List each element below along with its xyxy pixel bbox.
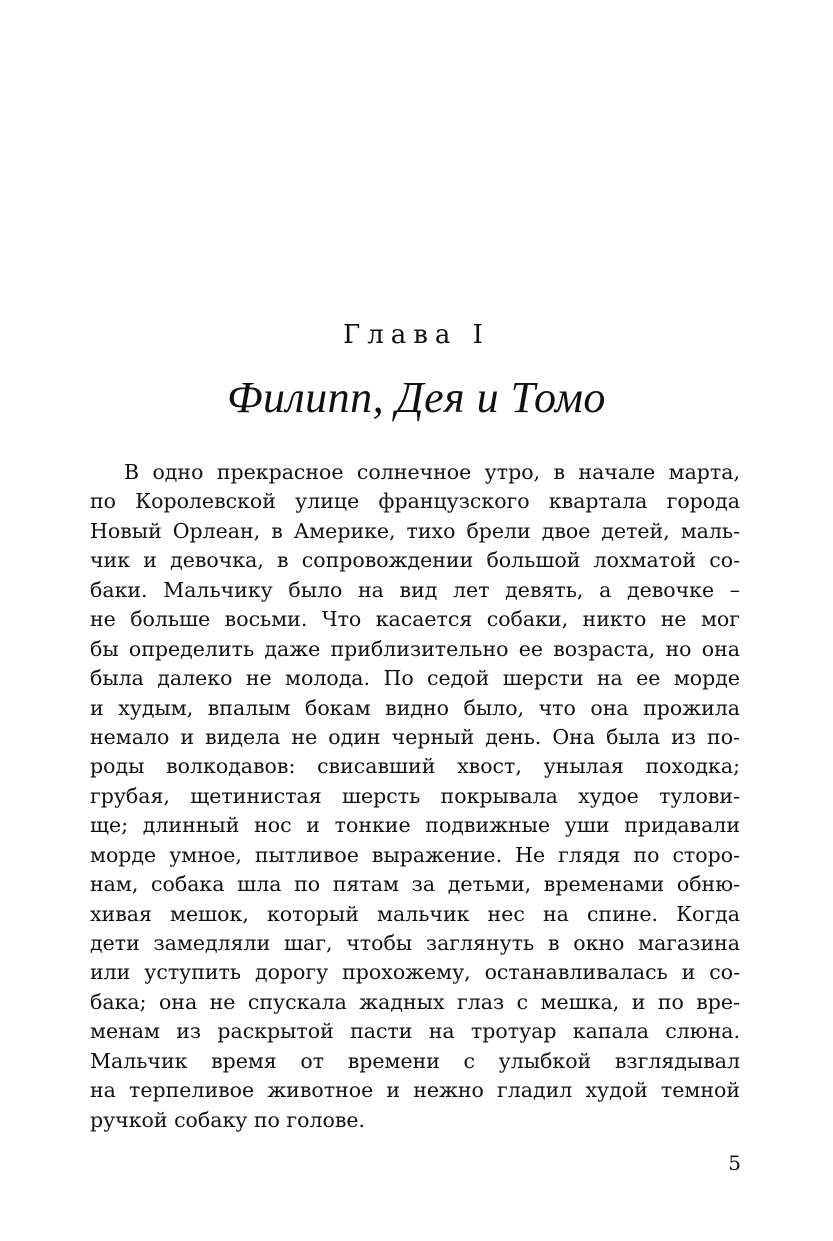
text-line: В одно прекрасное солнечное утро, в начале марта, <box>124 460 740 484</box>
text-line: или уступить дорогу прохожему, останавливалась и со- <box>90 960 740 985</box>
text-line: Новый Орлеан, в Америке, тихо брели двое детей, маль- <box>90 518 740 543</box>
text-line: роды волкодавов: свисавший хвост, унылая походка; <box>90 754 740 779</box>
text-line: Мальчик время от времени с улыбкой взглядывал <box>90 1048 740 1073</box>
text-line: бака; она не спускала жадных глаз с мешка, и по вре- <box>90 989 740 1014</box>
text-line: грубая, щетинистая шерсть покрывала худое тулови- <box>90 783 740 808</box>
text-line: была далеко не молода. По седой шерсти на ее морде <box>90 666 740 691</box>
text-line: дети замедляли шаг, чтобы заглянуть в окно магазина <box>90 931 740 955</box>
page-number: 5 <box>728 1151 741 1175</box>
text-line: на терпеливое животное и нежно гладил худой темной <box>90 1078 740 1103</box>
text-line: ручкой собаку по голове. <box>90 1107 366 1132</box>
text-line: морде умное, пытливое выражение. Не глядя по сторо- <box>90 842 740 867</box>
text-line: чик и девочка, в сопровождении большой лохматой со- <box>90 548 740 573</box>
text-line: по Королевской улице французского квартала города <box>90 489 740 514</box>
text-line: бы определить даже приблизительно ее возраста, но она <box>90 636 740 661</box>
body-text <box>90 458 740 1135</box>
chapter-title: Филипп, Дея и Томо <box>227 373 606 422</box>
text-line: немало и видела не один черный день. Она была из по- <box>90 724 740 749</box>
text-line: хивая мешок, который мальчик нес на спине. Когда <box>90 901 740 926</box>
text-line: ще; длинный нос и тонкие подвижные уши придавали <box>90 813 740 838</box>
text-line: баки. Мальчику было на вид лет девять, а девочке – <box>90 577 740 602</box>
text-line: не больше восьми. Что касается собаки, никто не мог <box>90 607 740 632</box>
text-line: и худым, впалым бокам видно было, что она прожила <box>90 695 740 720</box>
chapter-label: Глава I <box>343 320 490 350</box>
text-line: менам из раскрытой пасти на тротуар капала слюна. <box>90 1019 740 1044</box>
text-line: нам, собака шла по пятам за детьми, временами обню- <box>90 872 740 897</box>
